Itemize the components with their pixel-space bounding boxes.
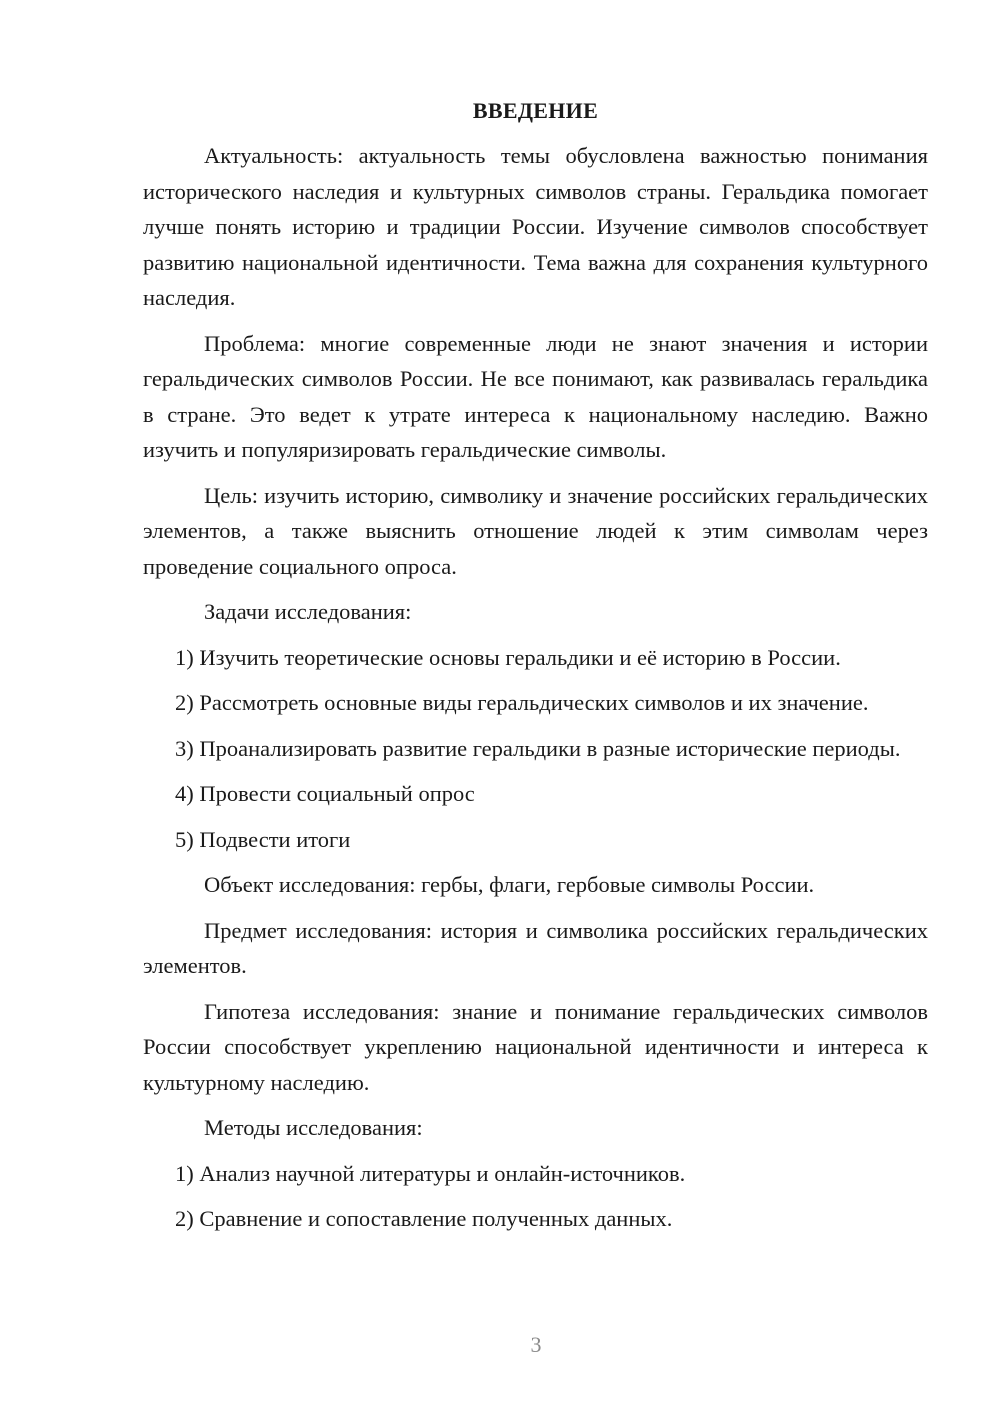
page-number: 3 <box>530 1332 542 1357</box>
methods-title: Методы исследования: <box>204 1115 423 1140</box>
object-paragraph: Объект исследования: гербы, флаги, гербовые символы России. <box>204 872 815 897</box>
task-item-3: 3) Проанализировать развитие геральдики в разные исторические периоды. <box>175 735 901 761</box>
problem-paragraph: Проблема: многие современные люди не знают значения и истории геральдических символов России. Не все понимают, как развивалась геральдика в стране. Это ведет к утрате интереса к национальному наследию. Важно изучить и популяризировать геральдические символы. <box>143 330 928 462</box>
method-item-2: 2) Сравнение и сопоставление полученных данных. <box>175 1206 673 1231</box>
goal-paragraph: Цель: изучить историю, символику и значение российских геральдических элементов, а также выяснить отношение людей к этим символам через проведение социального опроса. <box>143 482 928 579</box>
task-item-4: 4) Провести социальный опрос <box>175 781 475 806</box>
page-content <box>143 93 928 1247</box>
section-heading: ВВЕДЕНИЕ <box>472 98 599 123</box>
method-item-1: 1) Анализ научной литературы и онлайн-источников. <box>175 1160 686 1186</box>
task-item-1: 1) Изучить теоретические основы геральдики и её историю в России. <box>175 644 841 670</box>
tasks-title: Задачи исследования: <box>204 599 412 624</box>
subject-paragraph: Предмет исследования: история и символика российских геральдических элементов. <box>143 917 928 978</box>
task-item-5: 5) Подвести итоги <box>175 826 351 852</box>
task-item-2: 2) Рассмотреть основные виды геральдических символов и их значение. <box>175 690 869 715</box>
relevance-paragraph: Актуальность: актуальность темы обусловлена важностью понимания исторического наследия и культурных символов страны. Геральдика помогает лучше понять историю и традиции России. Изучение символов способствует развитию национальной идентичности. Тема важна для сохранения культурного наследия. <box>143 143 928 310</box>
hypothesis-paragraph: Гипотеза исследования: знание и понимание геральдических символов России способствует укреплению национальной идентичности и интереса к культурному наследию. <box>143 998 928 1095</box>
